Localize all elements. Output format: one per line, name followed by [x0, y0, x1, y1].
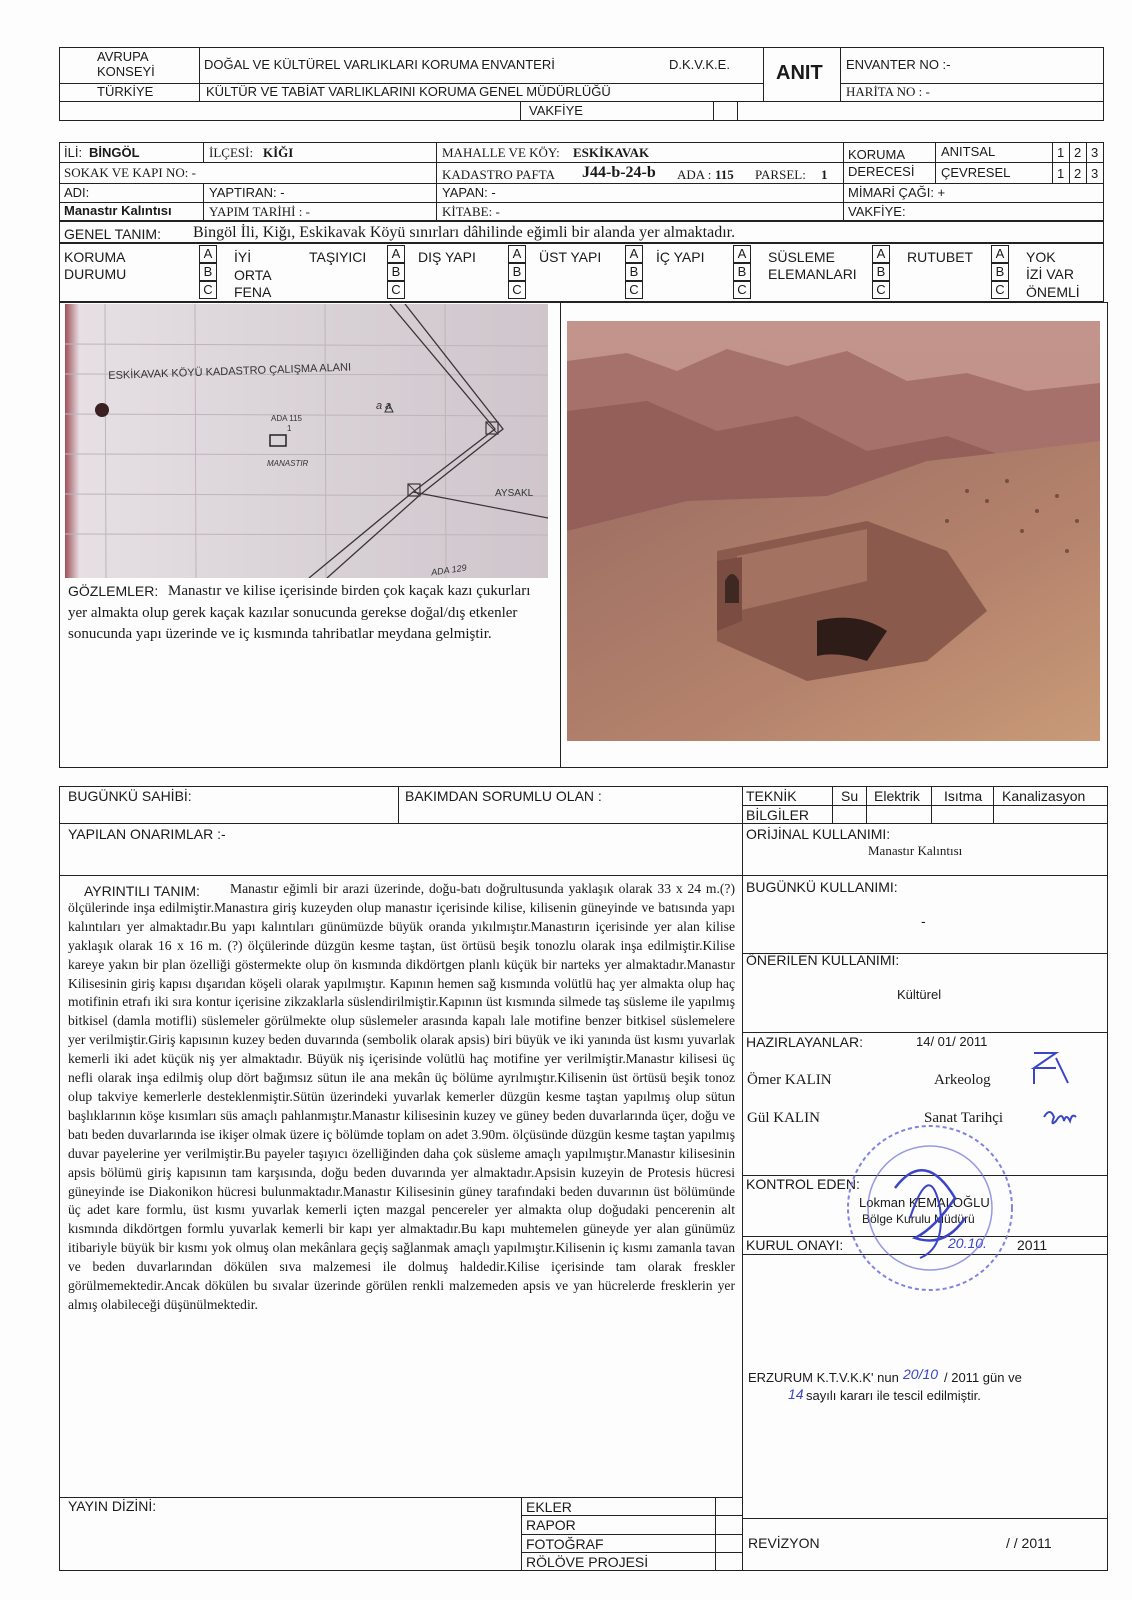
kadastro-pafta: J44-b-24-b [582, 164, 656, 181]
condition-letter-cell: A [733, 245, 751, 263]
ekler-label: EKLER [526, 1499, 572, 1515]
kurul-onayi-year: 2011 [1017, 1237, 1048, 1253]
tescil-part2: / 2011 gün ve [944, 1370, 1022, 1385]
cat-ust-yapi: ÜST YAPI [539, 249, 602, 265]
condition-letter-cell: C [387, 281, 405, 299]
org-line3: TÜRKİYE [97, 84, 154, 99]
yapim-tarihi: YAPIM TARİHİ : - [209, 204, 310, 219]
ilce-value: KİĞI [263, 145, 294, 160]
person1-signature [1026, 1048, 1076, 1088]
person1-name: Ömer KALIN [747, 1072, 832, 1088]
rutubet-yok: YOK [1026, 249, 1056, 265]
parsel-value: 1 [821, 167, 828, 182]
condition-letter-cell: C [508, 281, 526, 299]
mahalle-label: MAHALLE VE KÖY: [442, 145, 560, 160]
condition-letter-cell: A [508, 245, 526, 263]
condition-letter-cell: B [991, 263, 1009, 281]
tescil-part1: ERZURUM K.T.V.K.K' nun [748, 1370, 899, 1385]
genel-tanim-text: Bingöl İli, Kiğı, Eskikavak Köyü sınırları dâhilinde eğimli bir alanda yer almaktadır. [193, 224, 736, 241]
gozlemler-text: Manastır ve kilise içerisinde birden çok kaçak kazı çukurları yer almakta olup gerek kaçak kazılar sonucunda gerekse doğal/dış etkenler sonucunda yapı üzerinde ve iç kısmında tahribatlar meydana gelmiştir. [68, 583, 531, 642]
yaptiran: YAPTIRAN: - [209, 185, 285, 200]
tescil-hand-date: 20/10 [903, 1366, 939, 1382]
condition-letter-cell: C [733, 281, 751, 299]
revizyon-label: REVİZYON [748, 1535, 820, 1551]
harita-no: HARİTA NO : - [846, 84, 930, 99]
cat-elemanlari: ELEMANLARI [768, 266, 857, 282]
dkvke-label: D.K.V.K.E. [669, 57, 730, 72]
cat-susleme: SÜSLEME [768, 249, 835, 265]
adi-label: ADI: [64, 185, 90, 200]
hazirlayanlar-label: HAZIRLAYANLAR: [746, 1034, 863, 1050]
ilce-label: İLÇESİ: [209, 145, 254, 160]
kontrol-name: Lokman KEMALOĞLU [859, 1195, 990, 1210]
cond-iyi: İYİ [234, 249, 252, 265]
kadastro-label: KADASTRO PAFTA [442, 167, 555, 182]
cat-tasiyici: TAŞIYICI [309, 249, 367, 265]
bilgiler-label: BİLGİLER [746, 807, 810, 823]
cat-rutubet: RUTUBET [907, 249, 974, 265]
map-aa-label: a a [376, 400, 392, 412]
cadastral-map-image [65, 304, 548, 578]
cevresel-grade-1: 1 [1057, 166, 1065, 181]
form-title-line2: KÜLTÜR VE TABİAT VARLIKLARINI KORUMA GENEL MÜDÜRLÜĞÜ [206, 84, 611, 99]
yapan: YAPAN: - [442, 185, 496, 200]
tech-isitma: Isıtma [944, 788, 983, 804]
il-label: İLİ: [64, 145, 83, 160]
vakfiye-label: VAKFİYE [529, 103, 583, 118]
bugunku-kullanimi-label: BUGÜNKÜ KULLANIMI: [746, 879, 898, 895]
map-ada-label: ADA 115 [271, 414, 302, 423]
condition-letter-cell: A [199, 245, 217, 263]
vakfiye-field: VAKFİYE: [848, 204, 906, 219]
ayrintili-tanim-text: Manastır eğimli bir arazi üzerinde, doğu-batı doğrultusunda yaklaşık olarak 33 x 24 m.(?) ölçülerinde inşa edilmiştir.Manastıra giriş kuzeyden olup manastır içerisinde kilise, kilisenin güneyinde ve batısında yapı kalıntıları yer almaktadır.Bu yapı kalıntıları günümüzde büyük oranda yıkılmıştır.Manastırın içerisinde yer alan kilise yaklaşık olarak 16 x 16 m. (?) ölçülerinde düzgün kesme taştan, üst örtüsü beşik tonozlu olarak inşa edilmiştir.Kilise kareye yakın bir plan özelliği göstermekte olup ön kısmında dikdörtgen planlı küçük bir narteks yer almaktadır.Manastır Kilisesinin giriş kapısı dışarıdan köşeli olarak yapılmıştır. Kapının hemen sağ kısmında volütlü haç yer almakta olup haç motifinin etrafı iki sıra kontur içerisine zikzaklarla süslendirilmiştir.Kapının üst kısmında silmede taş süsleme ile yapılmış bitkisel (damla motifli) süslemeler görülmekte olup süslemeler arasında kapalı lale motifine benzer bitkisel süslemelere yer verilmiştir.Giriş kapısının kuzey beden duvarında (sembolik olarak apsis) biri büyük ve iki yanında üst kısmı yuvarlak kemerli iki adet küçük niş yer almaktadır. Büyük niş içerisinde volütlü haç motifine yer verilmiştir.Manastır kilisesi üç nefli olarak inşa edilmiş olup dört bağımsız sütun ile ana mekân üç bölüme ayrılmıştır.Kilisenin üst örtüsü beşik tonoz olup takviye kemerlerle desteklenmiştir.Sütün üzerindeki yuvarlak kemerler düzgün kesme taştan yapılmış olup sütun başlıklarının köşe kısımları süs amaçlı pahlanmıştır.Manastır kilisesinin kuzey ve güney beden duvarlarında üçer, doğu ve batı beden duvarlarında ise ikişer olmak üzere iç bölümde toplam on adet 3.90m. ölçüsünde düzgün kesme taştan yapılmış duvar payelerine yer verilmiştir.Bu payeler taşıyıcı özelliğinden daha çok süsleme amaçlı yapılmıştır.Manastır kilisesinin apsis bölümü giriş kapısının tam karşısında, doğu beden duvarında yer almaktadır.Apsisin kuzeyin de Protesis hücresi güneyinde ise Diakonikon hücresi bulunmaktadır.Manastır Kilisesinin güney tarafındaki beden duvarının üst bölümünde üç adet kare formlu, üst kısmı yuvarlak kemerli içten mazgal pencereler yer almakta olup doğudaki pencerenin alt kısmında dikdörtgen formlu yuvarlak kemerli bir kapı yer almaktadır.Bu kapı muhtemelen güneyde yer alan günümüz itibariyle büyük bir kısmı yok olmuş olan mekânlara geçiş sağlanmak amaçlı yapılmıştır.Kilisenin iç kısmı zamanla tavan ve beden duvarlarından dökülen sıva malzemesi ile dolmuş haldedir.Kilise içerisinde tam olarak freskler görülmemektedir.Ancak dökülen bu sıvalar üzerinde görülen renkli malzemeden apsis ve yan hücrelerde fresklerin yer almış olabileceği düşünülmektedir. [68, 881, 735, 1312]
cevresel-label: ÇEVRESEL [941, 165, 1011, 180]
onerilen-kullanimi-label: ÖNERİLEN KULLANIMI: [746, 952, 900, 968]
condition-letter-cell: C [199, 281, 217, 299]
tech-su: Su [841, 788, 859, 804]
il-value: BİNGÖL [89, 145, 140, 160]
gozlemler-label: GÖZLEMLER: [68, 583, 159, 599]
condition-letter-cell: A [625, 245, 643, 263]
envanter-no: ENVANTER NO :- [846, 57, 951, 72]
monastery-photo [567, 321, 1100, 741]
koruma-derecesi-line2: DERECESİ [848, 164, 915, 179]
condition-letter-cell: C [872, 281, 890, 299]
condition-letter-cell: C [625, 281, 643, 299]
asset-type: ANIT [776, 62, 823, 84]
yapilan-onarimlar: YAPILAN ONARIMLAR :- [68, 826, 226, 842]
anitsal-grade-3: 3 [1091, 145, 1099, 160]
map-parsel-label: 1 [287, 424, 292, 433]
kurul-onayi-date: 20.10. [948, 1235, 987, 1251]
kontrol-eden-label: KONTROL EDEN: [746, 1176, 860, 1192]
kontrol-title: Bölge Kurulu Müdürü [862, 1212, 975, 1226]
kitabe: KİTABE: - [442, 204, 500, 219]
tech-kanalizasyon: Kanalizasyon [1002, 788, 1086, 804]
condition-letter-cell: B [508, 263, 526, 281]
condition-letter-cell: A [872, 245, 890, 263]
cevresel-grade-2: 2 [1074, 166, 1082, 181]
condition-letter-cell: B [199, 263, 217, 281]
condition-letter-cell: A [991, 245, 1009, 263]
anitsal-label: ANITSAL [941, 144, 996, 159]
fotograf-label: FOTOĞRAF [526, 1536, 604, 1552]
orijinal-kullanimi-label: ORİJİNAL KULLANIMI: [746, 826, 891, 842]
tescil-hand-no: 14 [788, 1386, 804, 1402]
parsel-label: PARSEL: [755, 167, 806, 182]
bugunku-sahibi: BUGÜNKÜ SAHİBİ: [68, 788, 192, 804]
condition-letter-cell: B [387, 263, 405, 281]
condition-letter-cell: B [872, 263, 890, 281]
person2-name: Gül KALIN [747, 1110, 820, 1126]
koruma-durumu-line1: KORUMA [64, 249, 126, 265]
bakimdan-sorumlu: BAKIMDAN SORUMLU OLAN : [405, 788, 602, 804]
koruma-derecesi-line1: KORUMA [848, 147, 906, 162]
org-line2: KONSEYİ [97, 64, 155, 79]
rolove-label: RÖLÖVE PROJESİ [526, 1554, 649, 1570]
rapor-label: RAPOR [526, 1517, 576, 1533]
revizyon-date: / / 2011 [1006, 1535, 1052, 1551]
form-title-line1: DOĞAL VE KÜLTÜREL VARLIKLARI KORUMA ENVANTERİ [204, 57, 555, 72]
onerilen-kullanimi-value: Kültürel [897, 987, 942, 1002]
official-stamp [840, 1118, 1020, 1298]
orijinal-kullanimi-value: Manastır Kalıntısı [868, 843, 963, 858]
anitsal-grade-1: 1 [1057, 145, 1065, 160]
cond-fena: FENA [234, 284, 272, 300]
tescil-part3: sayılı kararı ile tescil edilmiştir. [806, 1388, 981, 1403]
condition-letter-cell: C [991, 281, 1009, 299]
mimari-cag: MİMARİ ÇAĞI: + [848, 185, 946, 200]
map-area-label: ESKİKAVAK KÖYÜ KADASTRO ÇALIŞMA ALANI [108, 361, 352, 382]
cat-dis-yapi: DIŞ YAPI [418, 249, 476, 265]
cat-ic-yapi: İÇ YAPI [656, 249, 705, 265]
adi-value: Manastır Kalıntısı [64, 203, 172, 218]
org-line1: AVRUPA [97, 49, 149, 64]
genel-tanim-label: GENEL TANIM: [64, 226, 161, 242]
cond-orta: ORTA [234, 267, 272, 283]
condition-letter-cell: A [387, 245, 405, 263]
anitsal-grade-2: 2 [1074, 145, 1082, 160]
condition-letter-cell: B [625, 263, 643, 281]
map-aysakl-label: AYSAKL [495, 488, 534, 499]
rutubet-onemli: ÖNEMLİ [1026, 284, 1080, 300]
kurul-onayi-label: KURUL ONAYI: [746, 1237, 844, 1253]
ayrintili-tanim-label: AYRINTILI TANIM: [84, 883, 200, 899]
mahalle-value: ESKİKAVAK [573, 145, 650, 160]
hazirlama-tarihi: 14/ 01/ 2011 [916, 1034, 988, 1049]
bugunku-kullanimi-value: - [921, 913, 926, 929]
cevresel-grade-3: 3 [1091, 166, 1099, 181]
person2-title: Sanat Tarihçi [924, 1110, 1004, 1126]
rutubet-izi-var: İZİ VAR [1026, 266, 1074, 282]
koruma-durumu-line2: DURUMU [64, 266, 127, 282]
person2-signature [1040, 1105, 1080, 1135]
map-manastir-label: MANASTIR [267, 459, 309, 468]
tech-elektrik: Elektrik [874, 788, 920, 804]
condition-letter-cell: B [733, 263, 751, 281]
sokak-kapi-no: SOKAK VE KAPI NO: - [64, 165, 196, 180]
teknik-label: TEKNİK [746, 788, 797, 804]
ada-label: ADA : [677, 167, 712, 182]
yayin-dizini-label: YAYIN DİZİNİ: [68, 1498, 157, 1514]
map-ada129-label: ADA 129 [430, 562, 468, 578]
ada-value: 115 [715, 167, 734, 182]
person1-title: Arkeolog [934, 1072, 991, 1088]
